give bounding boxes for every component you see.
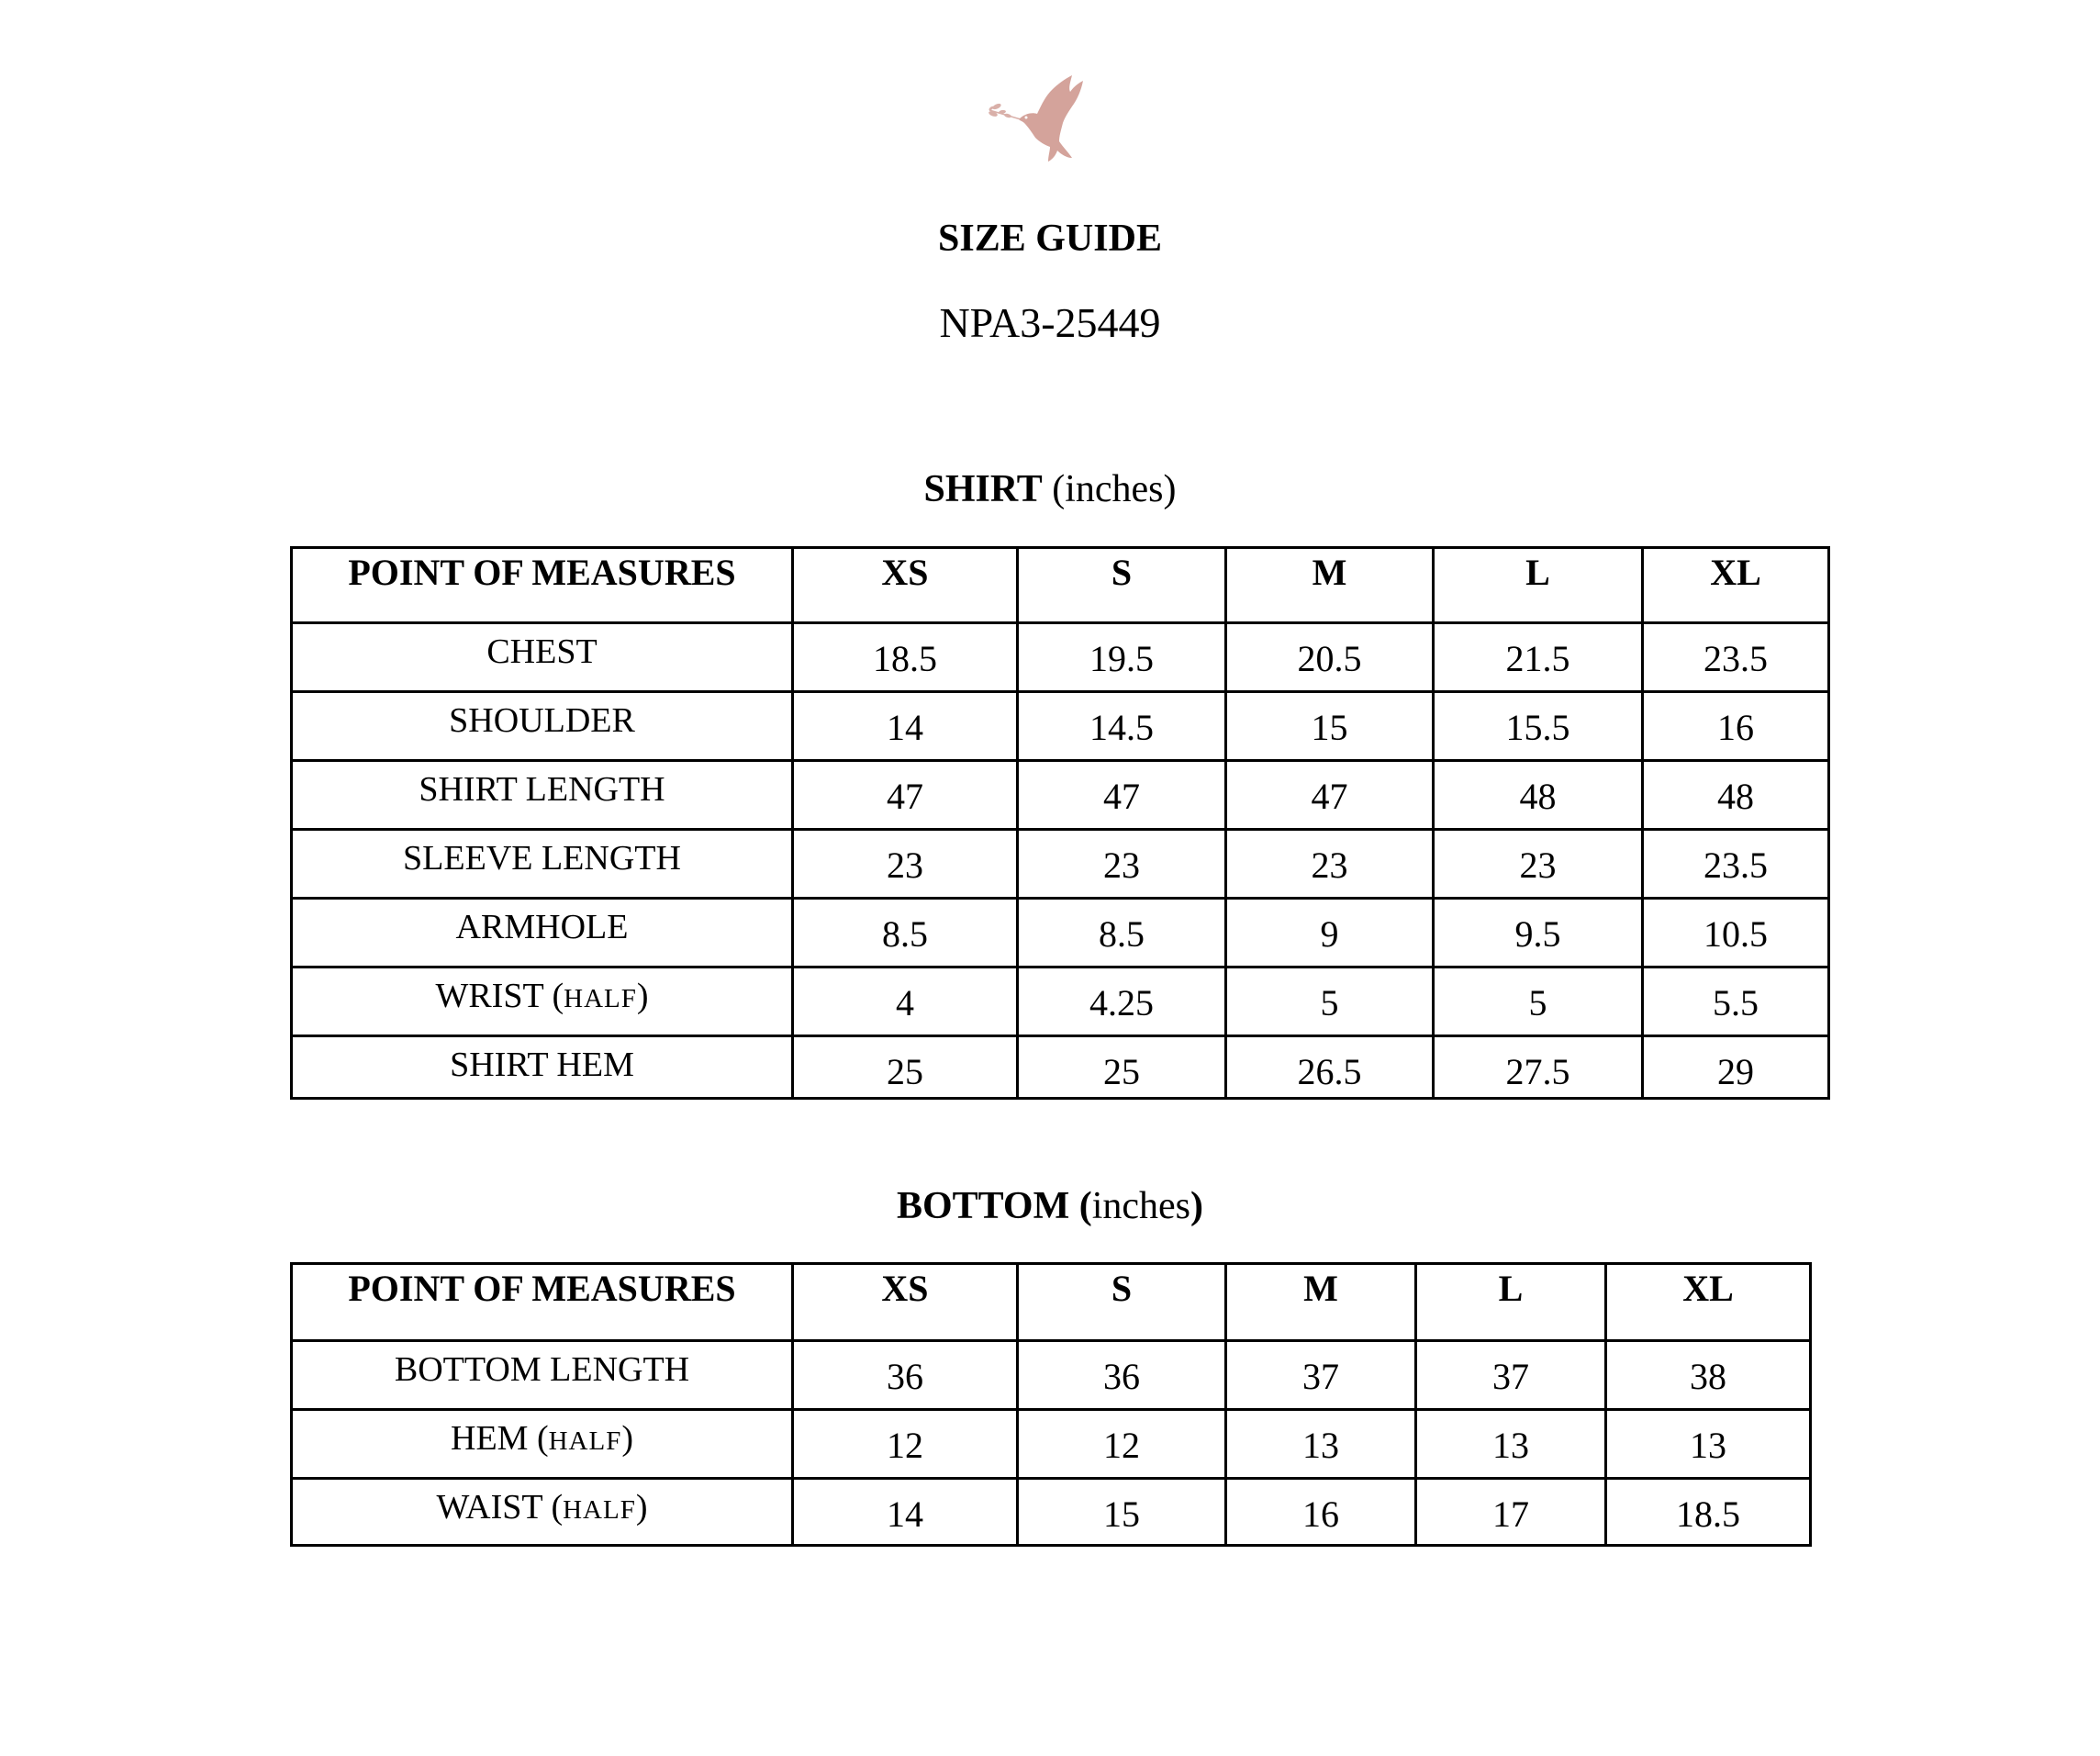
measure-value: 15.5 xyxy=(1434,692,1643,761)
measure-value: 23.5 xyxy=(1643,623,1829,692)
measure-qualifier: HALF xyxy=(548,1426,622,1456)
measure-value: 5.5 xyxy=(1643,967,1829,1036)
measure-value: 16 xyxy=(1226,1479,1416,1546)
dove-logo-icon xyxy=(984,72,1103,173)
column-header-size: L xyxy=(1416,1264,1606,1341)
table-row xyxy=(292,1341,1811,1410)
measure-value: 15 xyxy=(1018,1479,1226,1546)
shirt-size-table xyxy=(290,546,1830,1100)
measure-value: 9 xyxy=(1226,899,1434,967)
measure-name: WAIST xyxy=(436,1488,542,1527)
measure-value: 37 xyxy=(1226,1341,1416,1410)
measure-label xyxy=(292,1341,793,1410)
measure-value: 38 xyxy=(1606,1341,1811,1410)
measure-value: 19.5 xyxy=(1018,623,1226,692)
measure-value: 14 xyxy=(793,692,1018,761)
measure-name: WRIST xyxy=(435,977,543,1015)
bottom-heading: BOTTOM xyxy=(896,1185,1070,1227)
column-header-pom: POINT OF MEASURES xyxy=(292,1264,793,1341)
measure-value: 25 xyxy=(1018,1036,1226,1099)
measure-value: 26.5 xyxy=(1226,1036,1434,1099)
measure-name: SHIRT HEM xyxy=(450,1046,634,1084)
shirt-section-title xyxy=(0,464,2100,515)
column-header-size: XS xyxy=(793,1264,1018,1341)
table-header-row xyxy=(292,1264,1811,1341)
table-row xyxy=(292,830,1829,899)
measure-value: 37 xyxy=(1416,1341,1606,1410)
measure-label xyxy=(292,692,793,761)
measure-label xyxy=(292,761,793,830)
shirt-unit: (inches) xyxy=(1052,468,1177,510)
table-row xyxy=(292,1479,1811,1546)
measure-label xyxy=(292,1036,793,1099)
measure-value: 23 xyxy=(1226,830,1434,899)
measure-value: 16 xyxy=(1643,692,1829,761)
column-header-pom: POINT OF MEASURES xyxy=(292,548,793,623)
column-header-size: M xyxy=(1226,548,1434,623)
measure-value: 47 xyxy=(793,761,1018,830)
measure-label xyxy=(292,830,793,899)
measure-name: SHOULDER xyxy=(449,701,635,740)
measure-value: 5 xyxy=(1434,967,1643,1036)
column-header-size: XL xyxy=(1606,1264,1811,1341)
measure-value: 47 xyxy=(1226,761,1434,830)
measure-value: 10.5 xyxy=(1643,899,1829,967)
table-row xyxy=(292,967,1829,1036)
measure-value: 29 xyxy=(1643,1036,1829,1099)
measure-value: 23 xyxy=(1434,830,1643,899)
measure-value: 23.5 xyxy=(1643,830,1829,899)
bottom-section-title xyxy=(0,1180,2100,1232)
shirt-heading: SHIRT xyxy=(923,468,1043,510)
measure-name: CHEST xyxy=(486,632,598,671)
measure-value: 14 xyxy=(793,1479,1018,1546)
column-header-size: S xyxy=(1018,1264,1226,1341)
measure-label: WAIST (HALF) xyxy=(292,1479,793,1546)
measure-label xyxy=(292,623,793,692)
table-row xyxy=(292,899,1829,967)
measure-value: 9.5 xyxy=(1434,899,1643,967)
measure-value: 18.5 xyxy=(1606,1479,1811,1546)
bottom-unit-open: ( xyxy=(1078,1185,1092,1227)
measure-label: HEM (HALF) xyxy=(292,1410,793,1479)
measure-value: 36 xyxy=(1018,1341,1226,1410)
table-row xyxy=(292,1410,1811,1479)
measure-value: 17 xyxy=(1416,1479,1606,1546)
measure-value: 13 xyxy=(1606,1410,1811,1479)
table-header-row xyxy=(292,548,1829,623)
measure-value: 13 xyxy=(1416,1410,1606,1479)
measure-qualifier: HALF xyxy=(564,984,637,1013)
measure-value: 4.25 xyxy=(1018,967,1226,1036)
bottom-unit-close: ) xyxy=(1190,1185,1204,1227)
measure-value: 5 xyxy=(1226,967,1434,1036)
column-header-size: XL xyxy=(1643,548,1829,623)
measure-value: 20.5 xyxy=(1226,623,1434,692)
measure-value: 48 xyxy=(1434,761,1643,830)
measure-value: 27.5 xyxy=(1434,1036,1643,1099)
bottom-size-table xyxy=(290,1262,1812,1547)
style-code: NPA3-25449 xyxy=(939,299,1161,346)
measure-name: SLEEVE LENGTH xyxy=(403,839,681,878)
measure-value: 13 xyxy=(1226,1410,1416,1479)
measure-qualifier: HALF xyxy=(563,1495,636,1525)
measure-value: 18.5 xyxy=(793,623,1018,692)
column-header-size: M xyxy=(1226,1264,1416,1341)
measure-value: 12 xyxy=(1018,1410,1226,1479)
measure-value: 23 xyxy=(793,830,1018,899)
measure-value: 15 xyxy=(1226,692,1434,761)
measure-value: 4 xyxy=(793,967,1018,1036)
measure-value: 14.5 xyxy=(1018,692,1226,761)
bottom-unit: inches xyxy=(1091,1185,1191,1227)
column-header-size: XS xyxy=(793,548,1018,623)
table-row xyxy=(292,692,1829,761)
measure-value: 21.5 xyxy=(1434,623,1643,692)
table-row xyxy=(292,761,1829,830)
table-row xyxy=(292,623,1829,692)
measure-value: 23 xyxy=(1018,830,1226,899)
column-header-size: L xyxy=(1434,548,1643,623)
measure-value: 8.5 xyxy=(1018,899,1226,967)
measure-value: 12 xyxy=(793,1410,1018,1479)
measure-name: ARMHOLE xyxy=(455,908,629,946)
column-header-size: S xyxy=(1018,548,1226,623)
measure-value: 36 xyxy=(793,1341,1018,1410)
measure-value: 48 xyxy=(1643,761,1829,830)
page-title: SIZE GUIDE xyxy=(938,218,1162,260)
measure-label: WRIST (HALF) xyxy=(292,967,793,1036)
measure-name: HEM xyxy=(451,1419,529,1458)
measure-value: 8.5 xyxy=(793,899,1018,967)
measure-value: 47 xyxy=(1018,761,1226,830)
measure-label xyxy=(292,899,793,967)
measure-name: SHIRT LENGTH xyxy=(419,770,665,809)
measure-value: 25 xyxy=(793,1036,1018,1099)
measure-name: BOTTOM LENGTH xyxy=(394,1350,690,1389)
table-row xyxy=(292,1036,1829,1099)
